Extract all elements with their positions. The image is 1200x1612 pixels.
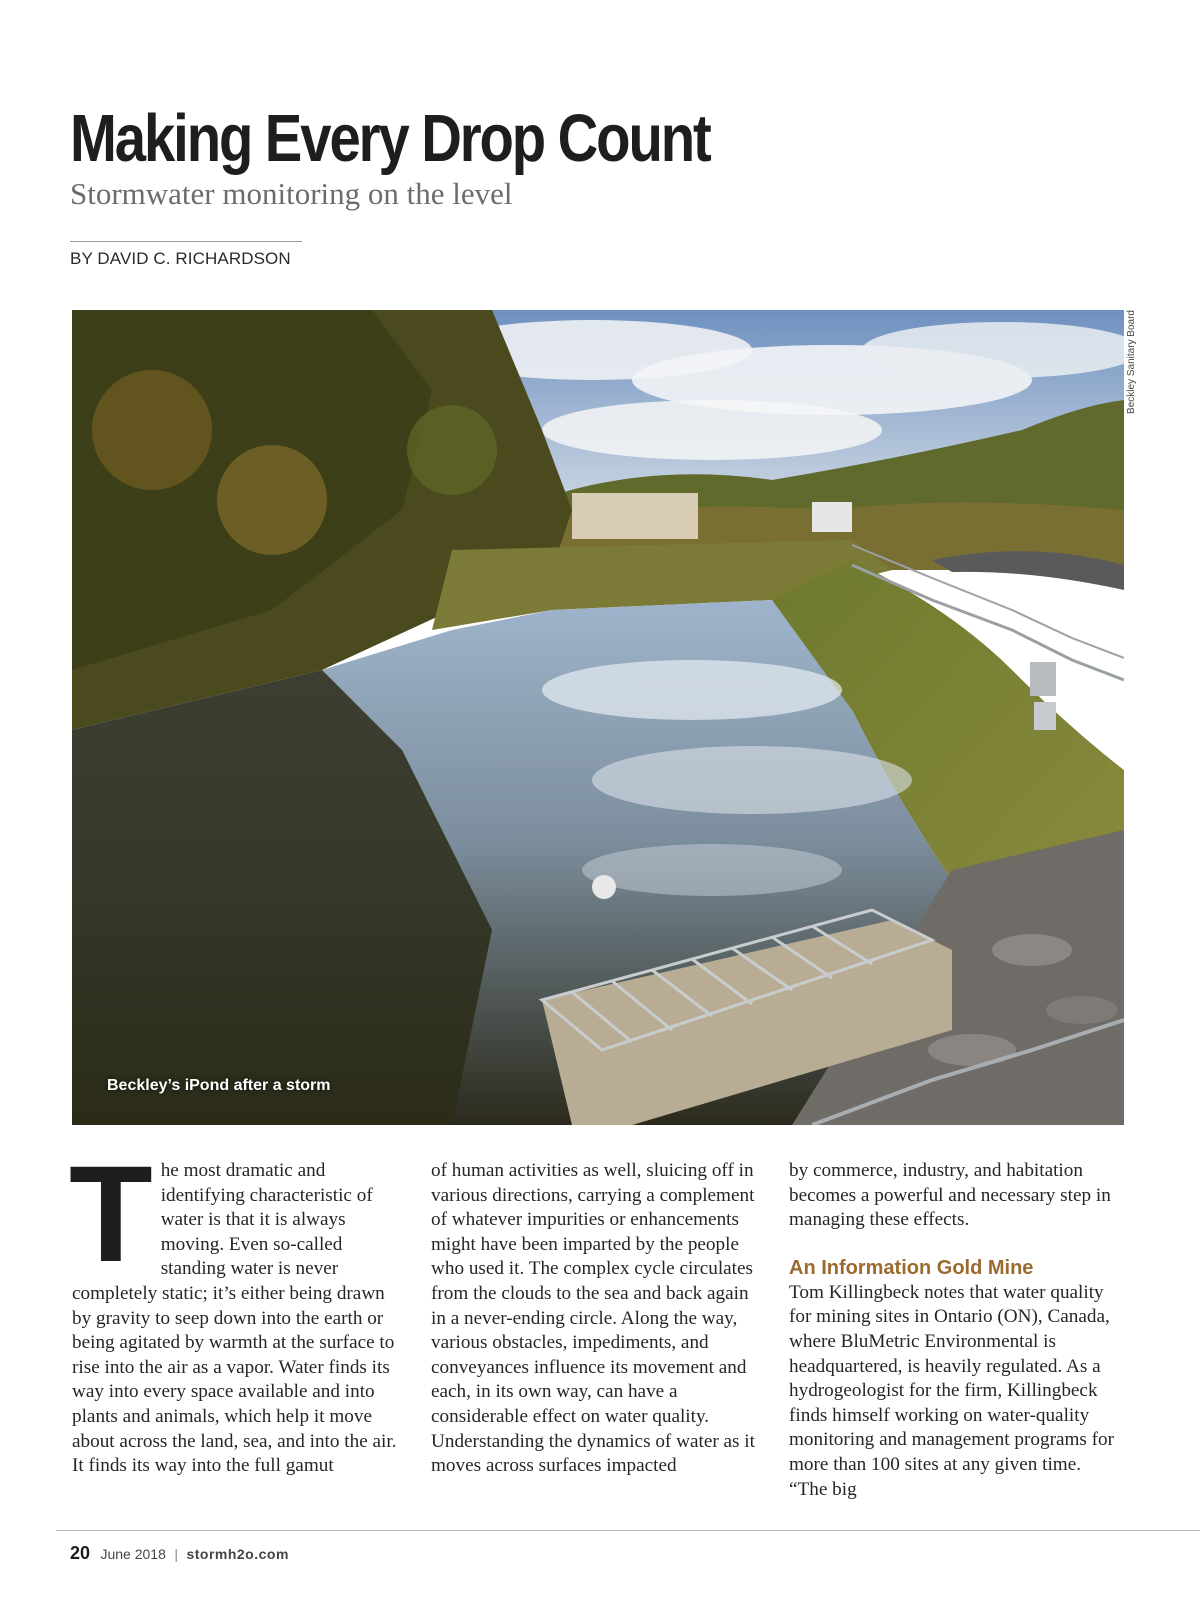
paragraph	[69, 1138, 404, 1479]
body-column-1	[69, 1138, 404, 1479]
page-footer	[70, 1543, 289, 1564]
photo-caption: Beckley’s iPond after a storm	[107, 1077, 331, 1094]
article-subtitle: Stormwater monitoring on the level	[70, 176, 513, 211]
issue-date: June 2018	[100, 1546, 166, 1562]
column-3-intro-text: by commerce, industry, and habitation becomes a powerful and necessary step in managing these effects.	[789, 1160, 1111, 1231]
column-3-section-text: Tom Killingbeck notes that water quality for mining sites in Ontario (ON), Canada, where BluMetric Environmental is headquartered, is heavily regulated. As a hydrogeologist for the firm, Killingbeck finds himself working on water-quality monitoring and management programs for more than 100 sites at any given time. “The big	[789, 1281, 1115, 1500]
column-2-text: of human activities as well, sluicing off in various directions, carrying a complement of whatever impurities or enhancements might have been imparted by the people who used it. The complex cycle circulates from the clouds to the sea and back again in a never-ending circle. Along the way, various obstacles, impediments, and conveyances influence its movement and each, in its own way, can have a considerable effect on water quality. Understanding the dynamics of water as it moves across surfaces impacted	[431, 1160, 755, 1477]
footer-separator: |	[174, 1546, 178, 1562]
page-number: 20	[70, 1543, 91, 1563]
body-column-3	[789, 1159, 1121, 1502]
body-column-2	[431, 1159, 763, 1479]
article-title: Making Every Drop Count	[70, 101, 710, 176]
drop-cap: T	[69, 1138, 153, 1291]
byline-rule	[70, 241, 302, 242]
byline: BY DAVID C. RICHARDSON	[70, 249, 291, 268]
column-1-text: he most dramatic and identifying characteristic of water is that it is always moving. Even so-called standing water is never completely static; it’s either being drawn by gravity to seep down into the earth or being agitated by warmth at the surface to rise into the air as a vapor. Water finds its way into every space available and into plants and animals, which help it move about across the land, sea, and into the air. It finds its way into the full gamut	[72, 1160, 397, 1477]
footer-rule	[56, 1530, 1200, 1531]
section-heading: An Information Gold Mine	[789, 1256, 1034, 1279]
pond-photo	[72, 310, 1124, 1125]
site-link[interactable]: stormh2o.com	[186, 1546, 289, 1562]
photo-credit: Beckley Sanitary Board	[1126, 310, 1137, 414]
